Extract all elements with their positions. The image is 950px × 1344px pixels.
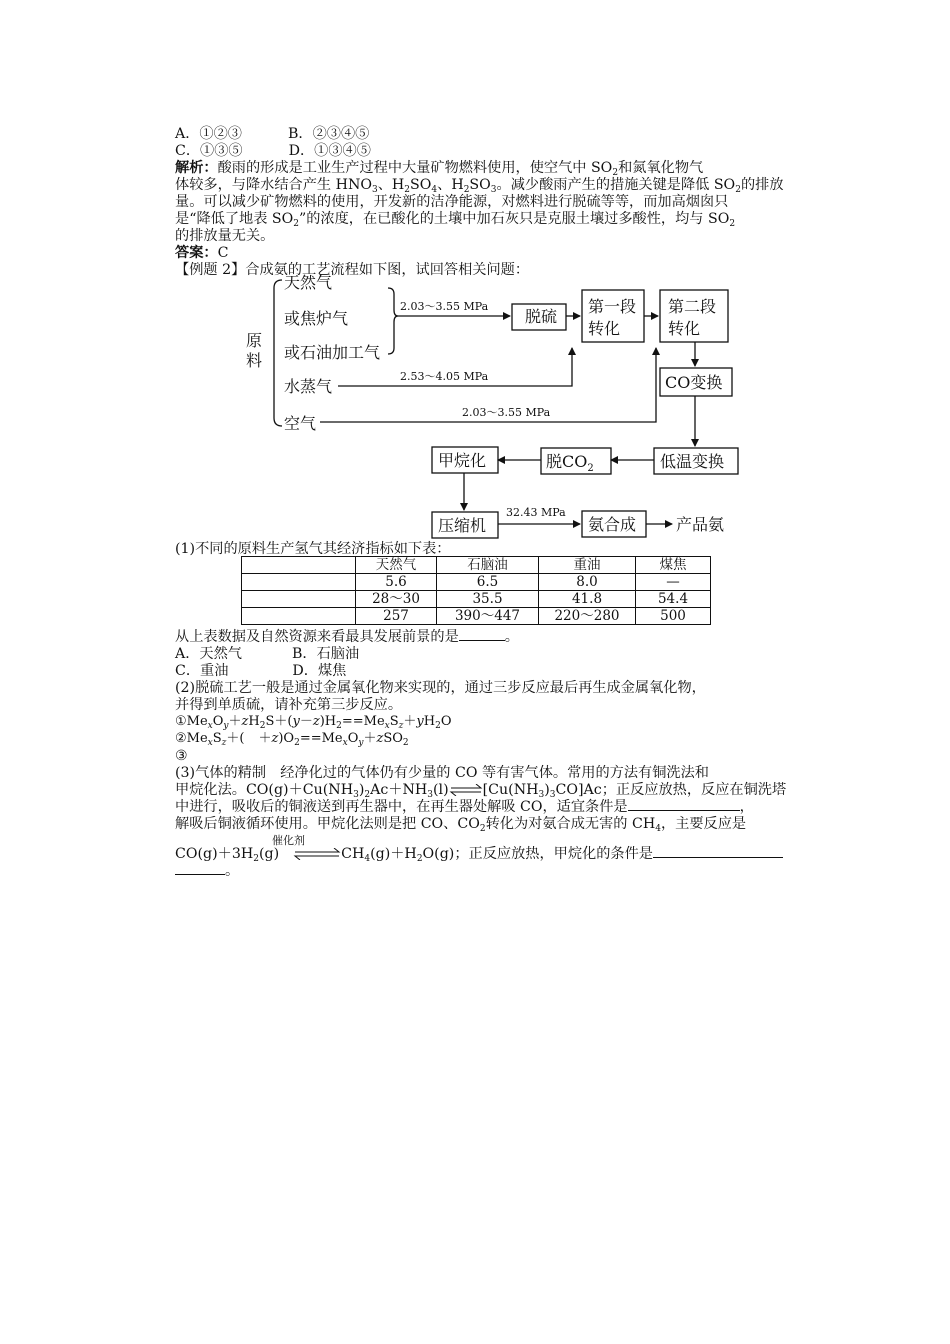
text-stage2-a: 第二段 (668, 297, 717, 316)
rxn-text: O (440, 714, 452, 729)
analysis-text: 的排放 (740, 177, 784, 193)
subscript: 2 (364, 790, 371, 800)
part3-text: CH (341, 846, 365, 862)
equilibrium-arrow-icon (449, 784, 483, 796)
part3-line-1 (175, 764, 709, 782)
economic-indicator-table (241, 556, 711, 625)
rxn-var: z (376, 731, 384, 746)
analysis-line-2 (175, 176, 784, 194)
answer-value: C (217, 245, 229, 261)
text-stage2-b: 转化 (668, 319, 701, 338)
table-header-row (242, 557, 711, 574)
rxn-text: ③ (175, 748, 188, 764)
subscript: 2 (612, 168, 619, 178)
subscript: 4 (655, 824, 661, 834)
part3-text: 。 (225, 863, 240, 879)
part3-text: ) (358, 782, 365, 798)
table-row (242, 574, 711, 591)
analysis-text: 量。可以减少矿物燃料的使用，开发新的洁净能源，对燃料进行脱硫等等，而加高烟囱只 (175, 194, 729, 210)
text-stage1-a: 第一段 (588, 297, 637, 316)
analysis-text: 和氮氧化物气 (618, 160, 704, 176)
table-cell (242, 608, 356, 625)
analysis-line-1 (175, 159, 703, 177)
part2-text: (2)脱硫工艺一般是通过金属氧化物来实现的，通过三步反应最后再生成金属氧化物， (175, 680, 706, 696)
subscript: 2 (416, 854, 423, 864)
analysis-text: 的排放量无关。 (175, 228, 275, 244)
label-coke-gas: 或焦炉气 (284, 309, 349, 328)
part3-line-3 (175, 798, 754, 816)
rxn-var: y (292, 714, 300, 729)
analysis-text: SO (469, 177, 491, 193)
part3-text: O(g)；正反应放热，甲烷化的条件是 (422, 846, 653, 862)
part3-text: (l) (433, 782, 449, 798)
subscript: 3 (427, 790, 434, 800)
text-stage1-b: 转化 (588, 319, 621, 338)
analysis-line-4 (175, 210, 735, 228)
part3-text: 转化为对氨合成无害的 CH (485, 816, 656, 832)
subscript: 4 (364, 854, 371, 864)
part3-text: ， (739, 799, 754, 815)
q1-option-a: A．①②③ (175, 126, 242, 142)
analysis-text: 、H (437, 177, 464, 193)
table-row (242, 608, 711, 625)
analysis-text: 、H (377, 177, 405, 193)
subscript: 2 (729, 219, 736, 229)
label-raw-1: 原 (246, 331, 263, 350)
label-raw-2: 料 (246, 351, 263, 370)
table-cell: 500 (636, 608, 711, 625)
part1-question-end: 。 (504, 629, 519, 645)
subscript: 3 (490, 185, 497, 195)
part1-question-text: 从上表数据及自然资源来看最具发展前景的是 (175, 629, 459, 645)
rxn-text: ＋ (403, 714, 417, 729)
label-pressure-steam: 2.53～4.05 MPa (400, 370, 489, 383)
rxn-text: H (423, 714, 436, 729)
subscript: 3 (538, 790, 545, 800)
subscript: 3 (372, 185, 378, 195)
part3-text: [Cu(NH (482, 782, 539, 798)
q1-options-row-1 (175, 125, 369, 143)
analysis-text: 体较多，与降水结合产生 HNO (175, 177, 372, 193)
rxn-var: z (398, 721, 404, 731)
part2-text: 并得到单质硫，请补充第三步反应。 (175, 697, 403, 713)
table-header-cell: 重油 (539, 557, 636, 574)
table-cell (242, 574, 356, 591)
table-cell: 28～30 (356, 591, 437, 608)
label-refinery-gas: 或石油加工气 (284, 343, 381, 362)
part1-option-d: D．煤焦 (292, 663, 347, 679)
part3-text: 中进行，吸收后的铜液送到再生器中，在再生器处解吸 CO，适宜条件是 (175, 799, 628, 815)
analysis-text: ”的浓度，在已酸化的土壤中加石灰只是克服土壤过多酸性，均与 SO (298, 211, 730, 227)
label-natural-gas: 天然气 (284, 273, 333, 292)
rxn-text: ==Me (341, 714, 385, 729)
part3-text: (g) (258, 846, 280, 862)
text-desulfur: 脱硫 (525, 307, 558, 326)
q1-options-row-2 (175, 142, 371, 160)
label-pressure-main: 2.03～3.55 MPa (400, 300, 489, 313)
analysis-text: 是“降低了地表 SO (175, 211, 294, 227)
subscript: 2 (735, 185, 741, 195)
subscript: 3 (353, 790, 359, 800)
answer-blank[interactable] (653, 845, 783, 858)
catalyst-label: 催化剂 (272, 834, 305, 847)
rxn-text: ==Me (299, 731, 343, 746)
part1-option-c: C．重油 (175, 663, 229, 679)
part3-text: ) (544, 782, 550, 798)
table-cell: — (636, 574, 711, 591)
subscript: 2 (402, 738, 409, 748)
table-cell: 35.5 (437, 591, 539, 608)
rxn-text: H (248, 714, 260, 729)
subscript: 2 (259, 721, 266, 731)
text-compressor: 压缩机 (438, 516, 487, 535)
subscript: 2 (404, 185, 411, 195)
rxn-var: y (223, 721, 229, 731)
answer-line (175, 244, 228, 262)
rxn-var: x (207, 721, 213, 731)
part3-text: (3)气体的精制 经净化过的气体仍有少量的 CO 等有害气体。常用的方法有铜洗法和 (175, 765, 709, 781)
analysis-text: 酸雨的形成是工业生产过程中大量矿物燃料使用，使空气中 SO (217, 160, 613, 176)
example-title-text: 合成氨的工艺流程如下图，试回答相关问题： (245, 262, 530, 278)
q1-option-c: C．①③⑤ (175, 143, 243, 159)
table-row (242, 591, 711, 608)
subscript: 2 (336, 721, 342, 731)
label-pressure-compress: 32.43 MPa (506, 506, 566, 519)
table-cell: 257 (356, 608, 437, 625)
table-cell: 390～447 (437, 608, 539, 625)
part2-line-2 (175, 696, 402, 714)
rxn-var: z (271, 731, 279, 746)
text-methanation: 甲烷化 (438, 451, 487, 470)
table-header-cell: 煤焦 (636, 557, 711, 574)
part2-line-1 (175, 679, 706, 697)
subscript: 2 (294, 738, 300, 748)
rxn-text: ①Me (175, 714, 208, 729)
table-cell (242, 591, 356, 608)
q1-option-b: B．②③④⑤ (288, 126, 370, 142)
rxn-text: ＋ (363, 731, 377, 746)
part1-option-b: B．石脑油 (292, 646, 360, 662)
rxn-var: x (342, 738, 348, 748)
table-header-cell: 石脑油 (437, 557, 539, 574)
rxn-text: S (212, 731, 222, 746)
subscript: 2 (463, 185, 470, 195)
reaction-1 (175, 713, 452, 731)
part1-options-row-1 (175, 645, 359, 663)
part1-options-row-2 (175, 662, 346, 680)
table-cell: 8.0 (539, 574, 636, 591)
part3-text: CO(g)＋3H (175, 846, 254, 862)
table-cell: 54.4 (636, 591, 711, 608)
label-air: 空气 (284, 414, 317, 433)
rxn-text: )O (278, 731, 295, 746)
table-header-cell: 天然气 (356, 557, 437, 574)
rxn-var: x (384, 721, 390, 731)
part3-text: 解吸后铜液循环使用。甲烷化法则是把 CO、CO (175, 816, 480, 832)
analysis-label: 解析： (175, 160, 218, 176)
text-co-shift: CO变换 (665, 373, 723, 392)
answer-label: 答案： (175, 245, 218, 261)
label-pressure-air: 2.03～3.55 MPa (462, 406, 551, 419)
analysis-line-3 (175, 193, 728, 211)
subscript: 3 (549, 790, 556, 800)
text-low-temp-shift: 低温变换 (660, 452, 725, 471)
rxn-text: ②Me (175, 731, 208, 746)
label-steam: 水蒸气 (284, 377, 333, 396)
subscript: 2 (293, 219, 299, 229)
subscript: 2 (435, 721, 441, 731)
part3-text: 甲烷化法。CO(g)＋Cu(NH (175, 782, 354, 798)
table-cell: 6.5 (437, 574, 539, 591)
analysis-text: 。减少酸雨产生的措施关键是降低 SO (496, 177, 736, 193)
text-product-ammonia: 产品氨 (676, 515, 725, 534)
q1-option-d: D．①③④⑤ (288, 143, 371, 159)
part3-line-5 (175, 845, 783, 863)
table-header-cell (242, 557, 356, 574)
part3-line-2 (175, 781, 786, 799)
rxn-var: z (241, 714, 249, 729)
table-cell: 5.6 (356, 574, 437, 591)
rxn-var: y (416, 714, 424, 729)
gas-source-brace (388, 288, 398, 354)
part3-text: Ac＋NH (370, 782, 428, 798)
equilibrium-arrow-icon (293, 848, 341, 860)
rxn-text: ＋ (258, 731, 272, 746)
analysis-line-5 (175, 227, 274, 245)
part1-intro-text: (1)不同的原料生产氢气其经济指标如下表： (175, 541, 451, 557)
rxn-var: z (312, 714, 320, 729)
example-tag: 【例题 2】 (175, 262, 246, 278)
part3-text: CO]Ac；正反应放热，反应在铜洗塔 (555, 782, 787, 798)
rxn-var: x (207, 738, 213, 748)
rxn-text: － (299, 714, 313, 729)
rxn-text: ＋ (228, 714, 242, 729)
part1-option-a: A．天然气 (175, 646, 242, 662)
subscript: 4 (431, 185, 438, 195)
part1-question (175, 628, 519, 646)
part3-text: ，主要反应是 (660, 816, 747, 832)
rxn-text: SO (383, 731, 403, 746)
text-deco2: 脱$CO_2$ (546, 452, 594, 474)
rxn-text: ＋( (226, 731, 245, 746)
answer-blank[interactable] (459, 628, 505, 641)
rxn-text: )H (319, 714, 337, 729)
table-cell: 41.8 (539, 591, 636, 608)
subscript: 2 (479, 824, 486, 834)
analysis-text: SO (410, 177, 432, 193)
part3-text: (g)＋H (370, 846, 417, 862)
text-ammonia-synthesis: 氨合成 (588, 515, 637, 534)
table-cell: 220～280 (539, 608, 636, 625)
part3-line-6 (175, 862, 239, 880)
rxn-var: z (221, 738, 227, 748)
rxn-text: S (389, 714, 399, 729)
reaction-2 (175, 730, 409, 748)
rxn-text: O (212, 714, 224, 729)
rxn-text: O (347, 731, 359, 746)
part3-line-4 (175, 815, 746, 833)
rxn-var: y (358, 738, 364, 748)
reaction-3[interactable] (175, 747, 188, 765)
answer-blank[interactable] (175, 862, 225, 875)
raw-material-brace (274, 280, 282, 426)
subscript: 2 (253, 854, 259, 864)
rxn-text: S＋( (265, 714, 293, 729)
ammonia-process-flowchart (240, 272, 770, 544)
answer-blank[interactable] (628, 798, 740, 811)
